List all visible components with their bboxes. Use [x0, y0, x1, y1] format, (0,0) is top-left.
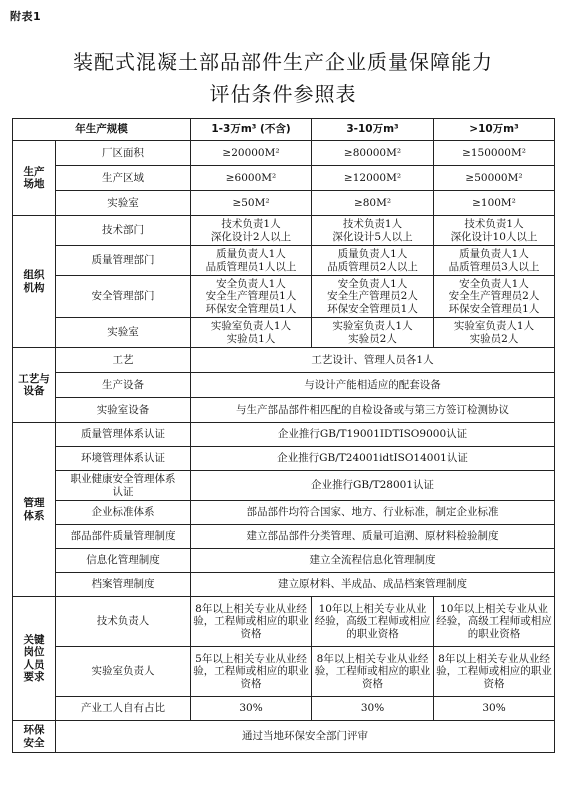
criteria-table [12, 118, 555, 753]
cell-value: 实验室负责人1人 实验员2人 [434, 318, 555, 348]
table-row [13, 471, 555, 501]
header-col-small: 1-3万m³ (不含) [191, 119, 312, 141]
cell-value: 质量负责人1人 品质管理员1人以上 [191, 246, 312, 276]
row-label: 厂区面积 [56, 141, 191, 166]
table-row [13, 246, 555, 276]
group-key-personnel: 关键 岗位 人员 要求 [13, 597, 56, 721]
row-label: 安全管理部门 [56, 276, 191, 318]
cell-value: 安全负责人1人 安全生产管理员1人 环保安全管理员1人 [191, 276, 312, 318]
cell-value: ≥6000M² [191, 166, 312, 191]
cell-value: 与生产部品部件相匹配的自检设备或与第三方签订检测协议 [191, 398, 555, 423]
row-label: 实验室设备 [56, 398, 191, 423]
row-label: 档案管理制度 [56, 573, 191, 597]
group-process-equipment: 工艺与 设备 [13, 348, 56, 423]
cell-value: ≥50000M² [434, 166, 555, 191]
cell-value: 安全负责人1人 安全生产管理员2人 环保安全管理员1人 [312, 276, 434, 318]
cell-value: 质量负责人1人 品质管理员2人以上 [312, 246, 434, 276]
header-col-large: >10万m³ [434, 119, 555, 141]
cell-value: 企业推行GB/T19001IDTISO9000认证 [191, 423, 555, 447]
cell-value: 5年以上相关专业从业经验，工程师或相应的职业资格 [191, 647, 312, 697]
table-row [13, 398, 555, 423]
cell-value: 实验室负责人1人 实验员1人 [191, 318, 312, 348]
table-row [13, 697, 555, 721]
cell-value: 建立原材料、半成品、成品档案管理制度 [191, 573, 555, 597]
group-organization: 组织 机构 [13, 216, 56, 348]
row-label: 职业健康安全管理体系 认证 [56, 471, 191, 501]
row-label: 实验室负责人 [56, 647, 191, 697]
header-scale: 年生产规模 [13, 119, 191, 141]
group-management-system: 管理 体系 [13, 423, 56, 597]
table-row [13, 191, 555, 216]
table-row [13, 166, 555, 191]
cell-value: ≥12000M² [312, 166, 434, 191]
cell-value: 通过当地环保安全部门评审 [56, 721, 555, 753]
cell-value: ≥150000M² [434, 141, 555, 166]
table-row [13, 318, 555, 348]
table-row [13, 573, 555, 597]
row-label: 环境管理体系认证 [56, 447, 191, 471]
cell-value: 10年以上相关专业从业经验，高级工程师或相应的职业资格 [434, 597, 555, 647]
cell-value: 安全负责人1人 安全生产管理员2人 环保安全管理员1人 [434, 276, 555, 318]
table-row [13, 276, 555, 318]
cell-value: 部品部件均符合国家、地方、行业标准，制定企业标准 [191, 501, 555, 525]
table-row [13, 501, 555, 525]
row-label: 工艺 [56, 348, 191, 373]
cell-value: 实验室负责人1人 实验员2人 [312, 318, 434, 348]
document-title: 装配式混凝土部品部件生产企业质量保障能力 [73, 50, 493, 74]
cell-value: 8年以上相关专业从业经验，工程师或相应的职业资格 [312, 647, 434, 697]
cell-value: ≥80000M² [312, 141, 434, 166]
cell-value: 质量负责人1人 品质管理员3人以上 [434, 246, 555, 276]
row-label: 部品部件质量管理制度 [56, 525, 191, 549]
appendix-label: 附表1 [10, 10, 42, 23]
row-label: 质量管理体系认证 [56, 423, 191, 447]
table-row [13, 348, 555, 373]
table-row [13, 216, 555, 246]
row-label: 企业标准体系 [56, 501, 191, 525]
document-subtitle: 评估条件参照表 [209, 82, 357, 106]
group-production-site: 生产 场地 [13, 141, 56, 216]
row-label: 信息化管理制度 [56, 549, 191, 573]
table-row [13, 423, 555, 447]
row-label: 实验室 [56, 191, 191, 216]
cell-value: 30% [312, 697, 434, 721]
row-label: 实验室 [56, 318, 191, 348]
cell-value: 技术负责1人 深化设计2人以上 [191, 216, 312, 246]
cell-value: 技术负责1人 深化设计5人以上 [312, 216, 434, 246]
row-label: 质量管理部门 [56, 246, 191, 276]
cell-value: 与设计产能相适应的配套设备 [191, 373, 555, 398]
row-label: 技术负责人 [56, 597, 191, 647]
row-label: 产业工人自有占比 [56, 697, 191, 721]
table-header-row [13, 119, 555, 141]
group-env-safety: 环保 安全 [13, 721, 56, 753]
table-row [13, 141, 555, 166]
cell-value: 建立全流程信息化管理制度 [191, 549, 555, 573]
header-col-medium: 3-10万m³ [312, 119, 434, 141]
cell-value: 技术负责1人 深化设计10人以上 [434, 216, 555, 246]
row-label: 生产设备 [56, 373, 191, 398]
cell-value: ≥20000M² [191, 141, 312, 166]
cell-value: 8年以上相关专业从业经验，工程师或相应的职业资格 [434, 647, 555, 697]
row-label: 生产区域 [56, 166, 191, 191]
cell-value: 30% [434, 697, 555, 721]
cell-value: 企业推行GB/T24001idtISO14001认证 [191, 447, 555, 471]
table-row [13, 597, 555, 647]
table-row [13, 525, 555, 549]
table-row [13, 721, 555, 753]
cell-value: 10年以上相关专业从业经验，高级工程师或相应的职业资格 [312, 597, 434, 647]
cell-value: ≥100M² [434, 191, 555, 216]
table-row [13, 549, 555, 573]
row-label: 技术部门 [56, 216, 191, 246]
cell-value: 工艺设计、管理人员各1人 [191, 348, 555, 373]
table-row [13, 647, 555, 697]
cell-value: 30% [191, 697, 312, 721]
cell-value: 企业推行GB/T28001认证 [191, 471, 555, 501]
table-row [13, 447, 555, 471]
cell-value: 8年以上相关专业从业经验，工程师或相应的职业资格 [191, 597, 312, 647]
cell-value: 建立部品部件分类管理、质量可追溯、原材料检验制度 [191, 525, 555, 549]
cell-value: ≥80M² [312, 191, 434, 216]
cell-value: ≥50M² [191, 191, 312, 216]
table-row [13, 373, 555, 398]
